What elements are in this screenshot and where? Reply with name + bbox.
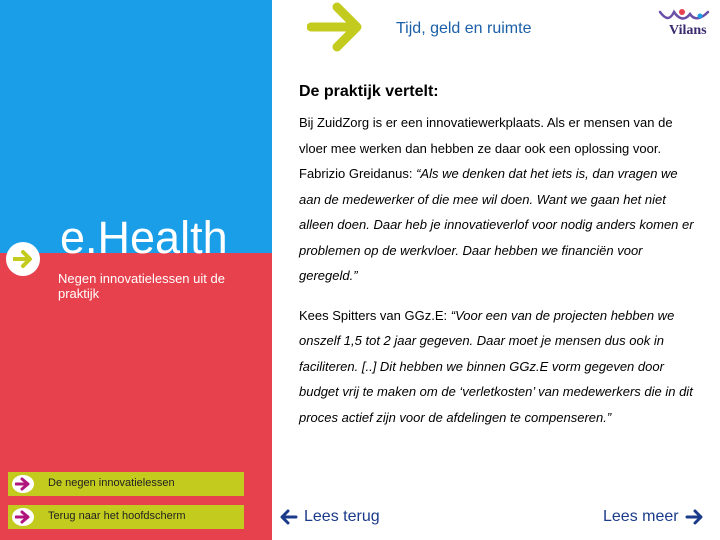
paragraph-1-quote: “Als we denken dat het iets is, dan vragen we aan de medewerker of die mee wil doen. Want we gaan het niet alleen doen. Daar heb je innovatieverlof voor nodig anders komen er problemen op de werkvloer. Daar hebben we financiën voor geregeld.” <box>299 166 694 283</box>
home-arrow-badge <box>12 508 34 526</box>
back-link[interactable] <box>280 508 380 526</box>
content-paragraph-1 <box>299 110 699 289</box>
paragraph-2-quote: “Voor een van de projecten hebben we onszelf 1,5 tot 2 jaar gegeven. Daar moet je mensen dus ook in faciliteren. [..] Dit hebben we binnen GGz.E vorm gegeven door budget vrij te maken om de ‘verletkosten’ van medewerkers die in dit proces actief zijn voor de afdelingen te compenseren.” <box>299 307 693 425</box>
paragraph-2-text: Kees Spitters van GGz.E: <box>299 307 451 323</box>
home-button-label: Terug naar het hoofdscherm <box>48 510 186 522</box>
next-link[interactable] <box>603 508 703 526</box>
content-paragraph-2 <box>299 303 699 431</box>
next-link-label: Lees meer <box>603 508 679 525</box>
arrow-right-icon <box>15 477 31 491</box>
ehealth-arrow-button[interactable] <box>6 242 40 276</box>
lessons-button[interactable] <box>8 472 244 496</box>
content-heading: De praktijk vertelt: <box>299 83 439 100</box>
back-link-label: Lees terug <box>304 508 380 525</box>
paragraph-1-text: Bij ZuidZorg is er een innovatiewerkplaats. Als er mensen van de vloer mee werken dan hebben ze daar ook een oplossing voor. Fabrizio Greidanus: <box>299 115 673 181</box>
home-button[interactable] <box>8 505 244 529</box>
logo-text: Vilans <box>669 23 707 38</box>
content-area <box>299 80 699 430</box>
arrow-left-icon <box>280 509 298 525</box>
lessons-button-label: De negen innovatielessen <box>48 477 175 489</box>
arrow-right-icon <box>13 250 33 268</box>
header-title: Tijd, geld en ruimte <box>396 20 532 37</box>
page-title: e.Health <box>60 212 228 263</box>
lessons-arrow-badge <box>12 475 34 493</box>
arrow-right-icon <box>685 509 703 525</box>
arrow-right-icon <box>15 510 31 524</box>
page-subtitle: Negen innovatielessen uit de praktijk <box>58 271 225 301</box>
header-arrow-icon <box>307 1 367 53</box>
